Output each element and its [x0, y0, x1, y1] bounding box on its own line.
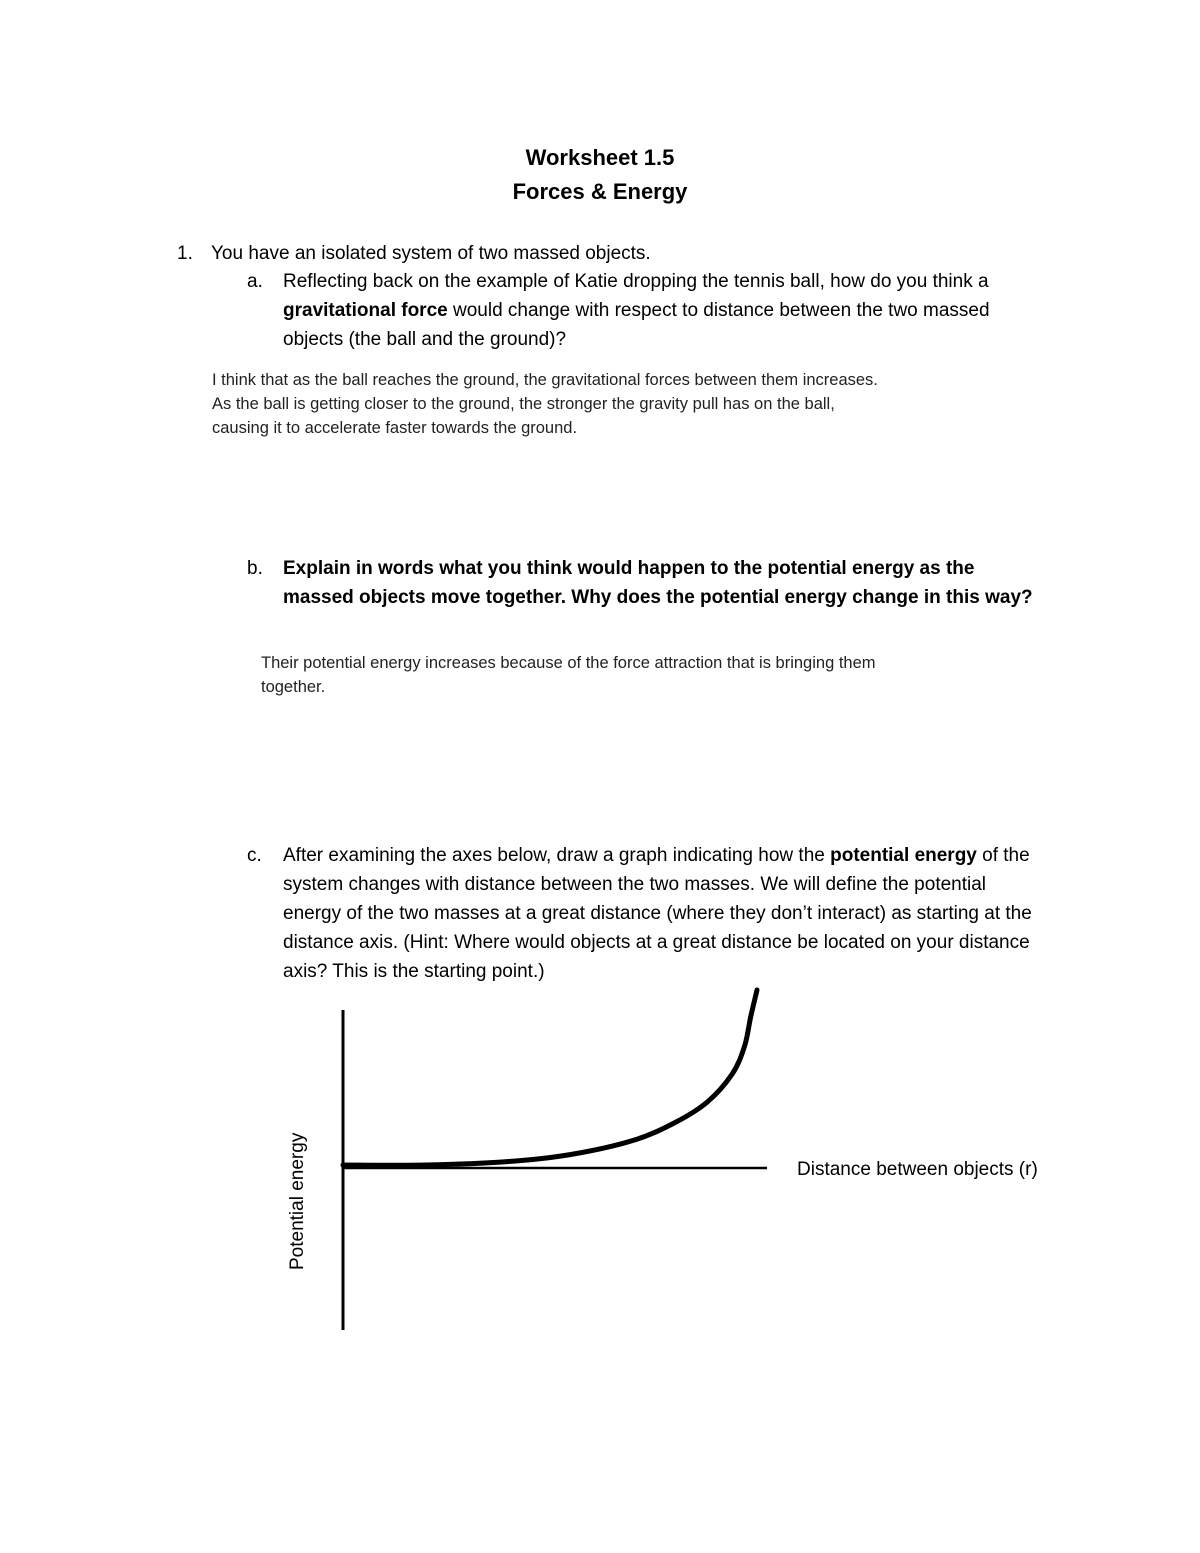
answer-line: Their potential energy increases because of the force attraction that is bringing them	[261, 654, 876, 672]
page-title: Worksheet 1.5	[525, 145, 675, 170]
answer-line: together.	[261, 678, 326, 696]
y-axis-label: Potential energy	[287, 1132, 308, 1270]
part-a-bold-term: gravitational force	[283, 300, 448, 321]
part-a-label: a.	[247, 271, 263, 292]
x-axis-label: Distance between objects (r)	[797, 1159, 1038, 1180]
page-subtitle: Forces & Energy	[512, 179, 688, 204]
part-c-text-post: of the system changes with distance between the two masses. We will define the potential energy of the two masses at a great distance (where they don’t interact) as starting at the distance axis. (Hint: Where would objects at a great distance be located on your distance axis? This is the starting point.)	[283, 845, 1032, 982]
part-a-text-post: would change with respect to distance between the two massed objects (the ball and the ground)?	[283, 300, 990, 350]
part-b-label: b.	[247, 558, 263, 579]
part-c-text-pre: After examining the axes below, draw a graph indicating how the	[283, 845, 831, 866]
answer-line: As the ball is getting closer to the ground, the stronger the gravity pull has on the ball,	[212, 395, 835, 413]
part-a-answer	[212, 368, 1032, 440]
potential-energy-curve	[343, 990, 757, 1165]
answer-line: causing it to accelerate faster towards the ground.	[212, 419, 578, 437]
part-b-answer	[261, 651, 1021, 699]
part-a-text-pre: Reflecting back on the example of Katie dropping the tennis ball, how do you think a	[283, 271, 989, 292]
part-a-question	[283, 267, 1043, 354]
part-c-question	[283, 841, 1043, 986]
part-c-bold-1: potential	[830, 845, 910, 866]
part-c-label: c.	[247, 845, 262, 866]
part-b-question: Explain in words what you think would happen to the potential energy as the massed objects move together. Why does the potential energy change in this way?	[283, 558, 1033, 608]
part-c-bold-2: energy	[914, 845, 977, 866]
question-1-number: 1.	[177, 243, 193, 264]
question-1-text: You have an isolated system of two massed objects.	[211, 243, 651, 264]
answer-line: I think that as the ball reaches the ground, the gravitational forces between them increases.	[212, 371, 878, 389]
